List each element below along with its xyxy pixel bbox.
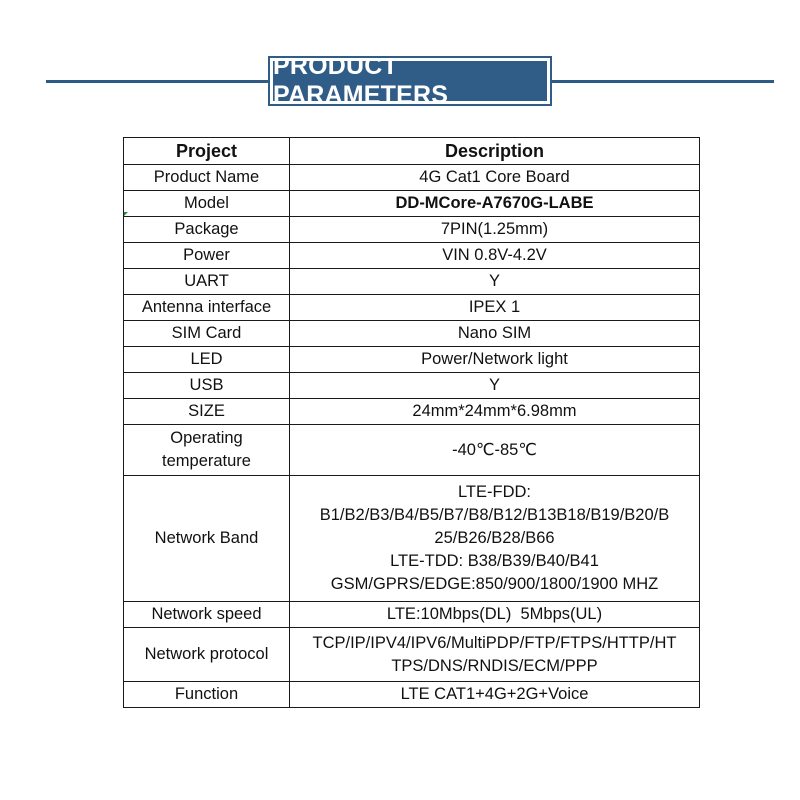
row-value-operating-temperature: -40℃-85℃ (290, 425, 700, 476)
cell-marker-icon (124, 212, 128, 216)
row-value-size: 24mm*24mm*6.98mm (290, 399, 700, 425)
row-value-network-speed: LTE:10Mbps(DL) 5Mbps(UL) (290, 602, 700, 628)
table-row (124, 399, 700, 425)
row-label-usb: USB (124, 373, 290, 399)
row-label-operating-temperature (124, 425, 290, 476)
row-label-network-band: Network Band (124, 476, 290, 602)
column-header-description: Description (290, 138, 700, 165)
row-value-line: 25/B26/B28/B66 (434, 529, 555, 547)
row-label-line: temperature (162, 452, 251, 470)
row-value-power: VIN 0.8V-4.2V (290, 243, 700, 269)
row-value-led: Power/Network light (290, 347, 700, 373)
row-value-function: LTE CAT1+4G+2G+Voice (290, 682, 700, 708)
row-value-product-name: 4G Cat1 Core Board (290, 165, 700, 191)
row-value-model: DD-MCore-A7670G-LABE (290, 191, 700, 217)
row-value-antenna-interface: IPEX 1 (290, 295, 700, 321)
row-value-line: LTE-TDD: B38/B39/B40/B41 (390, 552, 599, 570)
table-row (124, 682, 700, 708)
row-label-network-protocol: Network protocol (124, 628, 290, 682)
table-row (124, 217, 700, 243)
table-row (124, 425, 700, 476)
table-row (124, 165, 700, 191)
row-value-usb: Y (290, 373, 700, 399)
row-label-uart: UART (124, 269, 290, 295)
row-label-network-speed: Network speed (124, 602, 290, 628)
row-label-product-name: Product Name (124, 165, 290, 191)
row-value-line: TCP/IP/IPV4/IPV6/MultiPDP/FTP/FTPS/HTTP/HT (312, 633, 677, 652)
row-value-package: 7PIN(1.25mm) (290, 217, 700, 243)
table-row (124, 321, 700, 347)
table-row (124, 373, 700, 399)
row-value-line: TPS/DNS/RNDIS/ECM/PPP (391, 656, 598, 675)
row-label-function: Function (124, 682, 290, 708)
table-row (124, 191, 700, 217)
row-label-power: Power (124, 243, 290, 269)
row-value-network-band (290, 476, 700, 602)
row-label-sim-card: SIM Card (124, 321, 290, 347)
table-header-row (124, 138, 700, 165)
row-value-network-protocol (290, 628, 700, 682)
column-header-project: Project (124, 138, 290, 165)
header-line-right (538, 80, 774, 83)
row-value-sim-card: Nano SIM (290, 321, 700, 347)
table-row (124, 347, 700, 373)
row-label-size: SIZE (124, 399, 290, 425)
table-row (124, 602, 700, 628)
table-row (124, 243, 700, 269)
page-title: PRODUCT PARAMETERS (270, 58, 550, 104)
table-row (124, 269, 700, 295)
row-label-package: Package (124, 217, 290, 243)
row-value-line: LTE-FDD: (457, 483, 532, 501)
parameters-table (123, 137, 700, 708)
row-value-line: GSM/GPRS/EDGE:850/900/1800/1900 MHZ (330, 575, 659, 593)
table-row (124, 476, 700, 602)
table-row (124, 295, 700, 321)
row-label-model: Model (124, 191, 290, 217)
row-value-line: B1/B2/B3/B4/B5/B7/B8/B12/B13B18/B19/B20/B (319, 506, 670, 524)
table-row (124, 628, 700, 682)
row-label-line: Operating (170, 429, 243, 447)
row-label-led: LED (124, 347, 290, 373)
header-line-left (46, 80, 278, 83)
row-value-uart: Y (290, 269, 700, 295)
row-label-antenna-interface: Antenna interface (124, 295, 290, 321)
